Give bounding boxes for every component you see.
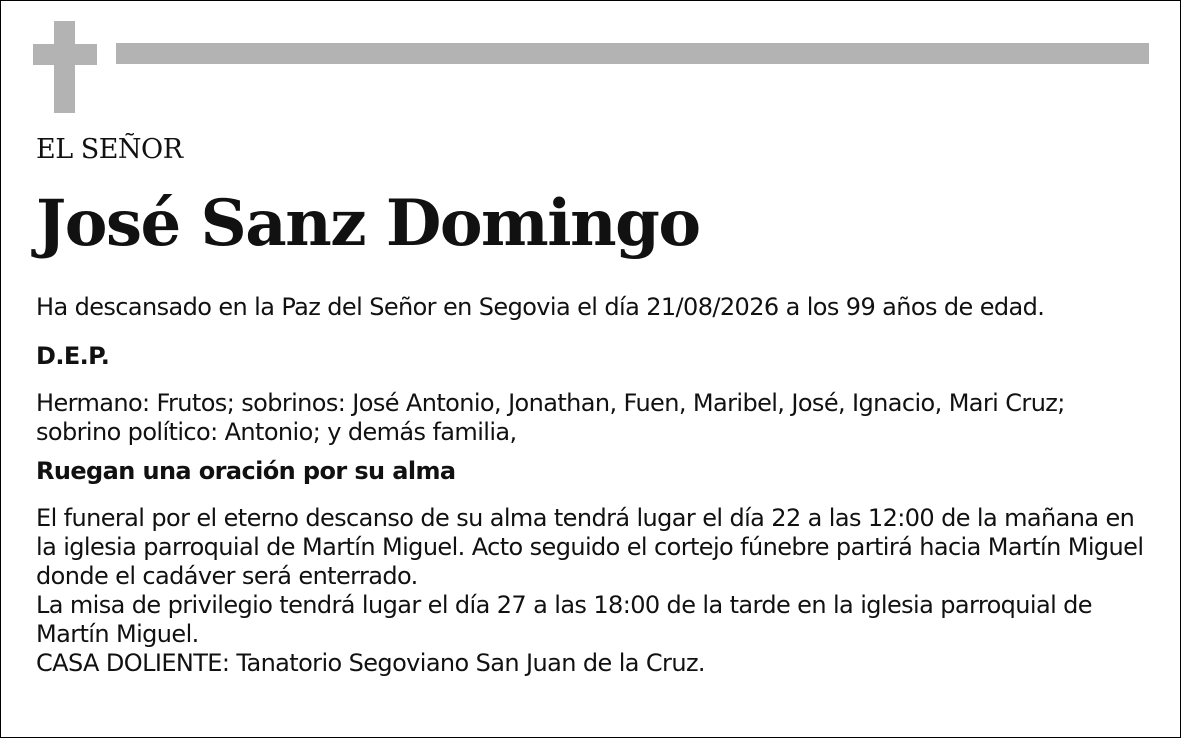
family-list: Hermano: Frutos; sobrinos: José Antonio, Jonathan, Fuen, Maribel, José, Ignacio, Mari Cruz; sobrino político: Antonio; y demás familia, [36, 389, 1065, 446]
header-bar [116, 43, 1149, 64]
salutation: EL SEÑOR [36, 134, 183, 165]
prayer-request: Ruegan una oración por su alma [36, 457, 456, 485]
mass-details: La misa de privilegio tendrá lugar el día 27 a las 18:00 de la tarde en la iglesia parroquial de Martín Miguel. [36, 591, 1092, 648]
funeral-details: El funeral por el eterno descanso de su alma tendrá lugar el día 22 a las 12:00 de la mañana en la iglesia parroquial de Martín Miguel. Acto seguido el cortejo fúnebre partirá hacia Martín Miguel donde el cadáver será enterrado. [36, 504, 1144, 590]
mourning-house: CASA DOLIENTE: Tanatorio Segoviano San Juan de la Cruz. [36, 649, 705, 677]
cross-icon [54, 21, 75, 113]
deceased-name: José Sanz Domingo [36, 186, 700, 261]
death-statement: Ha descansado en la Paz del Señor en Segovia el día 21/08/2026 a los 99 años de edad. [36, 293, 1045, 321]
cross-icon-arm [33, 44, 97, 65]
rip-label: D.E.P. [36, 342, 110, 370]
